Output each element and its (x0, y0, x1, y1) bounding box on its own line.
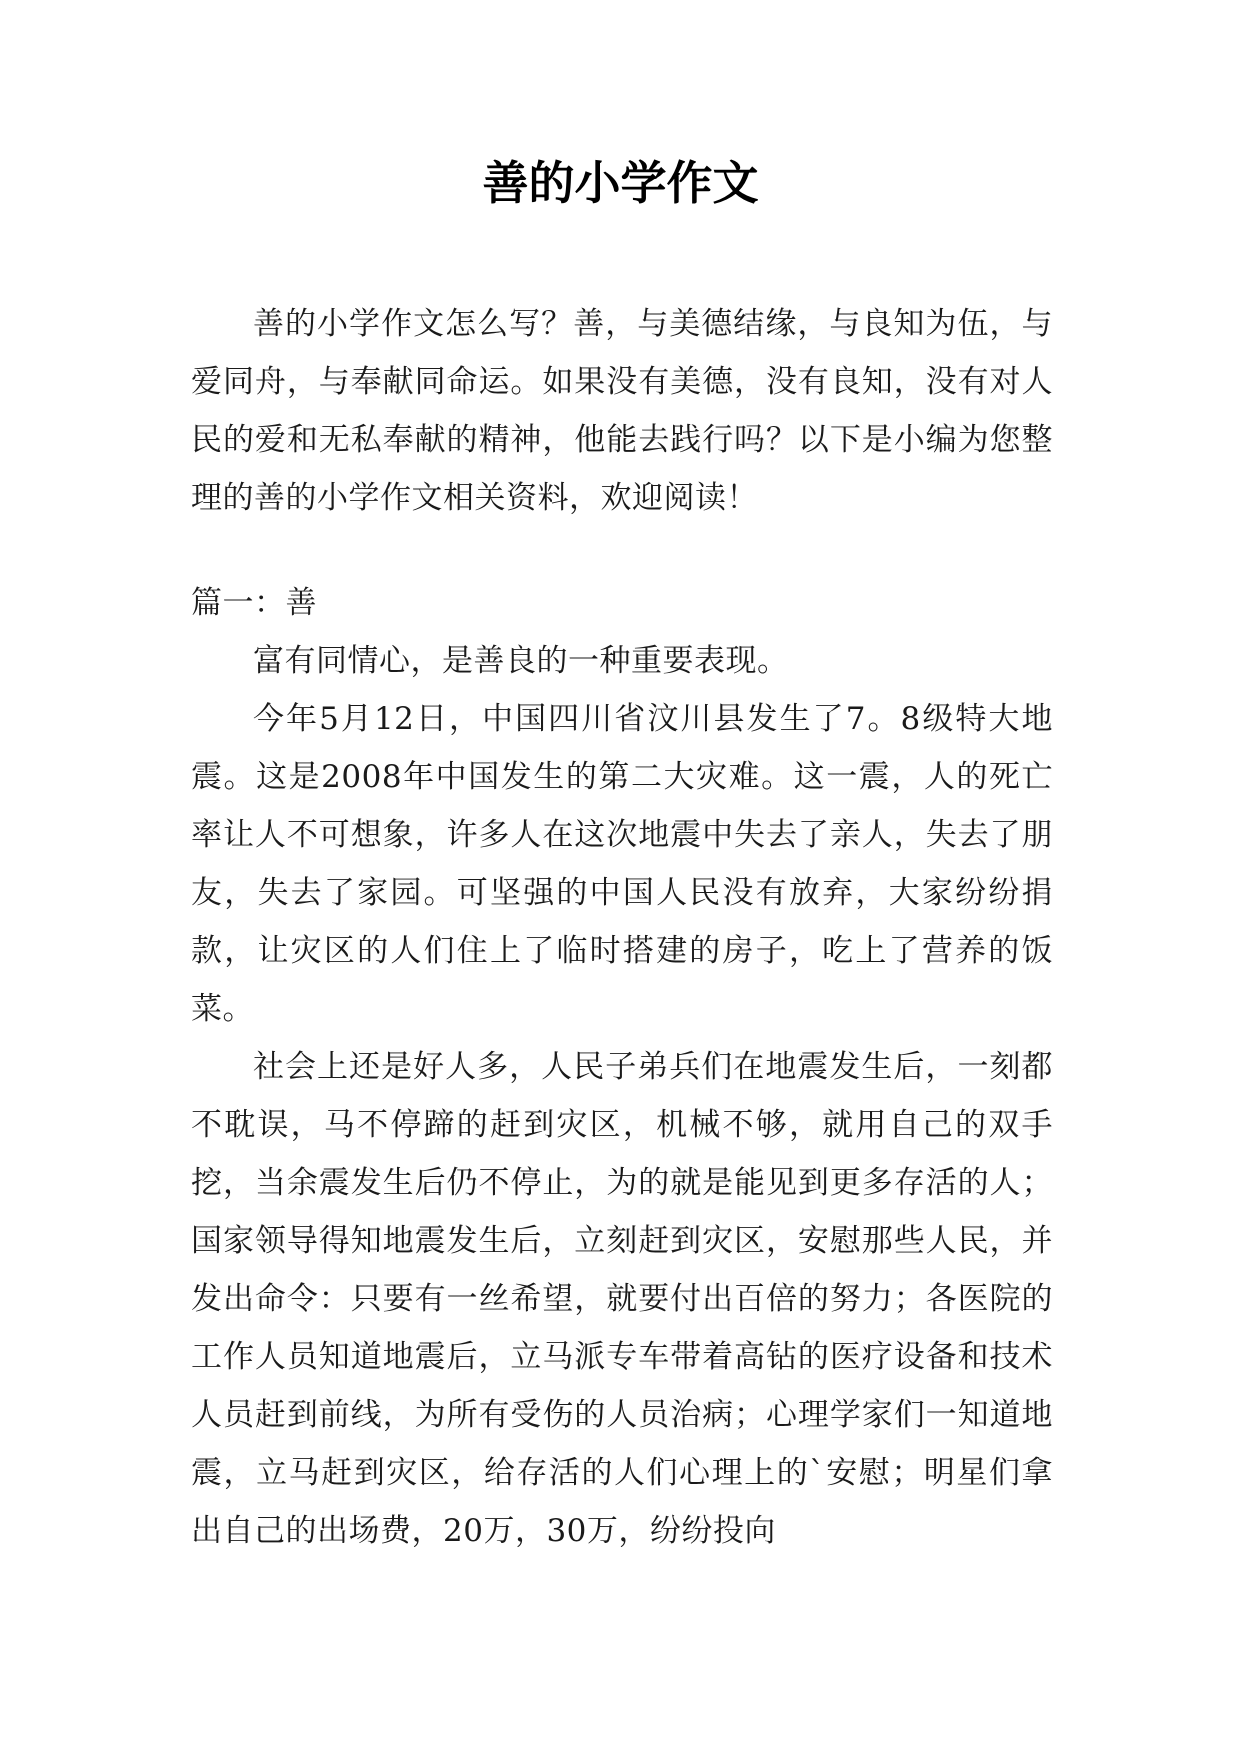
intro-block (191, 295, 1053, 527)
document-title: 善的小学作文 (482, 156, 759, 210)
essay-paragraph-3: 社会上还是好人多，人民子弟兵们在地震发生后，一刻都不耽误，马不停蹄的赶到灾区，机械不够，就用自己的双手挖，当余震发生后仍不停止，为的就是能见到更多存活的人；国家领导得知地震发生后，立刻赶到灾区，安慰那些人民，并发出命令：只要有一丝希望，就要付出百倍的努力；各医院的工作人员知道地震后，立马派专车带着高钻的医疗设备和技术人员赶到前线，为所有受伤的人员治病；心理学家们一知道地震，立马赶到灾区，给存活的人们心理上的`安慰；明星们拿出自己的出场费，20万，30万，纷纷投向 (191, 1049, 1053, 1549)
section-heading: 篇一：善 (191, 585, 317, 621)
essay-paragraph-1: 富有同情心，是善良的一种重要表现。 (253, 643, 789, 679)
intro-paragraph: 善的小学作文怎么写？善，与美德结缘，与良知为伍，与爱同舟，与奉献同命运。如果没有美德，没有良知，没有对人民的爱和无私奉献的精神，他能去践行吗？以下是小编为您整理的善的小学作文相关资料，欢迎阅读！ (191, 306, 1053, 516)
essay-paragraph-2: 今年5月12日，中国四川省汶川县发生了7。8级特大地震。这是2008年中国发生的第二大灾难。这一震，人的死亡率让人不可想象，许多人在这次地震中失去了亲人，失去了朋友，失去了家园。可坚强的中国人民没有放弃，大家纷纷捐款，让灾区的人们住上了临时搭建的房子，吃上了营养的饭菜。 (191, 701, 1053, 1027)
essay-section-1 (191, 574, 1053, 1560)
